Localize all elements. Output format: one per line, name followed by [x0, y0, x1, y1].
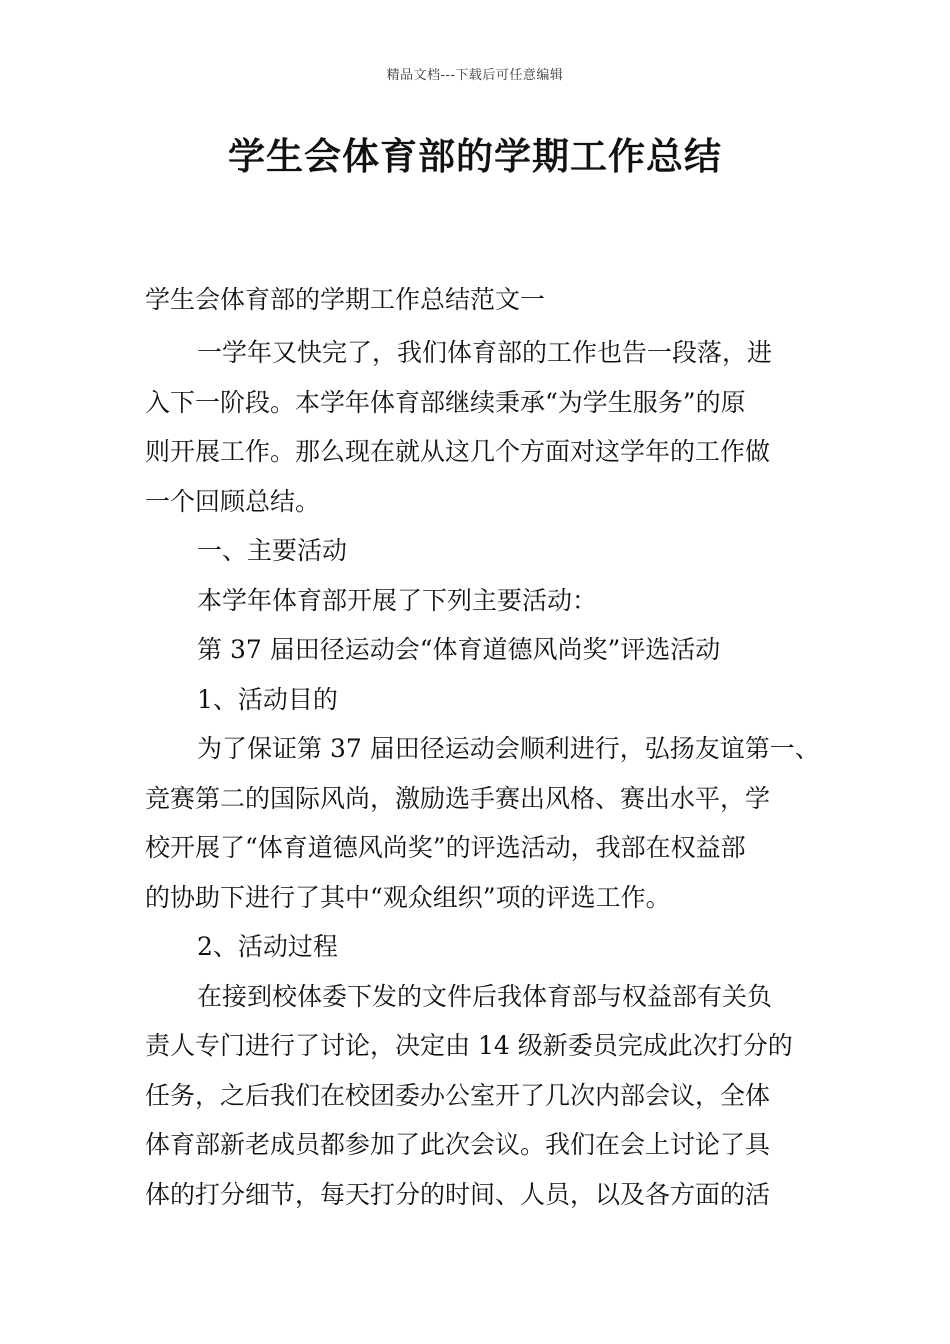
paragraph-line: 在接到校体委下发的文件后我体育部与权益部有关负	[197, 981, 773, 1011]
paragraph-line: 一个回顾总结。	[145, 486, 321, 516]
paragraph-line: 的协助下进行了其中“观众组织”项的评选工作。	[145, 882, 671, 912]
paragraph-line: 任务，之后我们在校团委办公室开了几次内部会议，全体	[145, 1080, 771, 1110]
paragraph-line: 为了保证第 37 届田径运动会顺利进行，弘扬友谊第一、	[197, 734, 820, 763]
document-body	[145, 275, 820, 1219]
paragraph-line: 则开展工作。那么现在就从这几个方面对这学年的工作做	[145, 437, 771, 466]
subsection-heading: 1、活动目的	[197, 684, 338, 714]
paragraph-line: 竞赛第二的国际风尚，激励选手赛出风格、赛出水平，学	[145, 783, 771, 813]
subsection-heading: 2、活动过程	[197, 932, 338, 961]
activity-title: 第 37 届田径运动会“体育道德风尚奖”评选活动	[197, 635, 721, 664]
document-title: 学生会体育部的学期工作总结	[228, 135, 722, 178]
paragraph-line: 入下一阶段。本学年体育部继续秉承“为学生服务”的原	[145, 387, 746, 417]
paragraph-line: 责人专门进行了讨论，决定由 14 级新委员完成此次打分的	[145, 1031, 793, 1060]
paragraph-line: 体的打分细节，每天打分的时间、人员，以及各方面的活	[145, 1179, 771, 1209]
paragraph-line: 一学年又快完了，我们体育部的工作也告一段落，进	[197, 338, 773, 367]
paragraph-line: 校开展了“体育道德风尚奖”的评选活动，我部在权益部	[145, 833, 746, 862]
section-heading: 一、主要活动	[197, 536, 348, 565]
section-subtitle: 学生会体育部的学期工作总结范文一	[145, 285, 546, 314]
paragraph-line: 体育部新老成员都参加了此次会议。我们在会上讨论了具	[145, 1130, 771, 1159]
header-note: 精品文档---下载后可任意编辑	[386, 68, 564, 83]
paragraph-line: 本学年体育部开展了下列主要活动：	[197, 585, 598, 615]
